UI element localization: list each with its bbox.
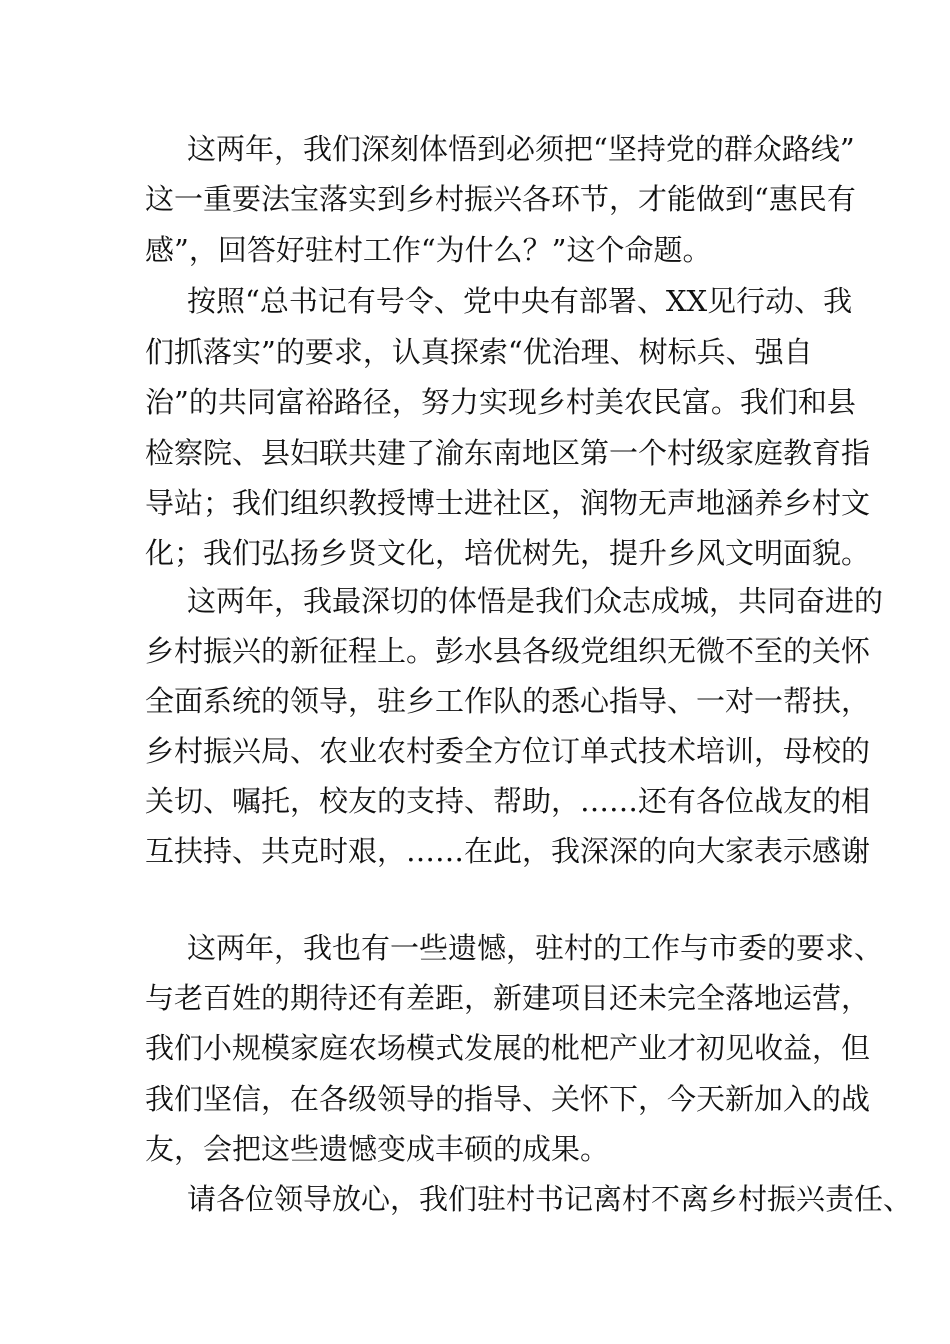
paragraph-4-line-2: 与老百姓的期待还有差距，新建项目还未完全落地运营， xyxy=(145,981,871,1015)
paragraph-4-line-1: 这两年，我也有一些遗憾，驻村的工作与市委的要求、 xyxy=(187,931,884,965)
paragraph-2-line-3: 治”的共同富裕路径，努力实现乡村美农民富。我们和县 xyxy=(145,385,856,419)
paragraph-3-line-4: 乡村振兴局、农业农村委全方位订单式技术培训，母校的 xyxy=(145,734,871,768)
paragraph-5-line-1: 请各位领导放心，我们驻村书记离村不离乡村振兴责任、 xyxy=(187,1182,913,1216)
paragraph-3-line-2: 乡村振兴的新征程上。彭水县各级党组织无微不至的关怀 xyxy=(145,634,871,668)
paragraph-2-line-4: 检察院、县妇联共建了渝东南地区第一个村级家庭教育指 xyxy=(145,436,871,470)
paragraph-4-line-5: 友，会把这些遗憾变成丰硕的成果。 xyxy=(145,1132,610,1166)
paragraph-2-line-1: 按照“总书记有号令、党中央有部署、XX见行动、我 xyxy=(187,284,853,318)
paragraph-3-line-3: 全面系统的领导，驻乡工作队的悉心指导、一对一帮扶， xyxy=(145,684,871,718)
paragraph-1-line-1: 这两年，我们深刻体悟到必须把“坚持党的群众路线” xyxy=(187,132,855,166)
paragraph-1-line-3: 感”，回答好驻村工作“为什么？”这个命题。 xyxy=(145,233,712,267)
paragraph-2-line-6: 化；我们弘扬乡贤文化，培优树先，提升乡风文明面貌。 xyxy=(145,536,871,570)
paragraph-1-line-2: 这一重要法宝落实到乡村振兴各环节，才能做到“惠民有 xyxy=(145,182,856,216)
paragraph-3-line-5: 关切、嘱托，校友的支持、帮助，……还有各位战友的相 xyxy=(145,784,871,818)
paragraph-3-line-1: 这两年，我最深切的体悟是我们众志成城，共同奋进的 xyxy=(187,584,884,618)
paragraph-2-line-5: 导站；我们组织教授博士进社区，润物无声地涵养乡村文 xyxy=(145,486,871,520)
paragraph-3-line-6: 互扶持、共克时艰，……在此，我深深的向大家表示感谢 xyxy=(145,834,871,868)
paragraph-4-line-4: 我们坚信，在各级领导的指导、关怀下，今天新加入的战 xyxy=(145,1082,871,1116)
paragraph-2-line-2: 们抓落实”的要求，认真探索“优治理、树标兵、强自 xyxy=(145,335,813,369)
paragraph-4-line-3: 我们小规模家庭农场模式发展的枇杷产业才初见收益，但 xyxy=(145,1031,871,1065)
